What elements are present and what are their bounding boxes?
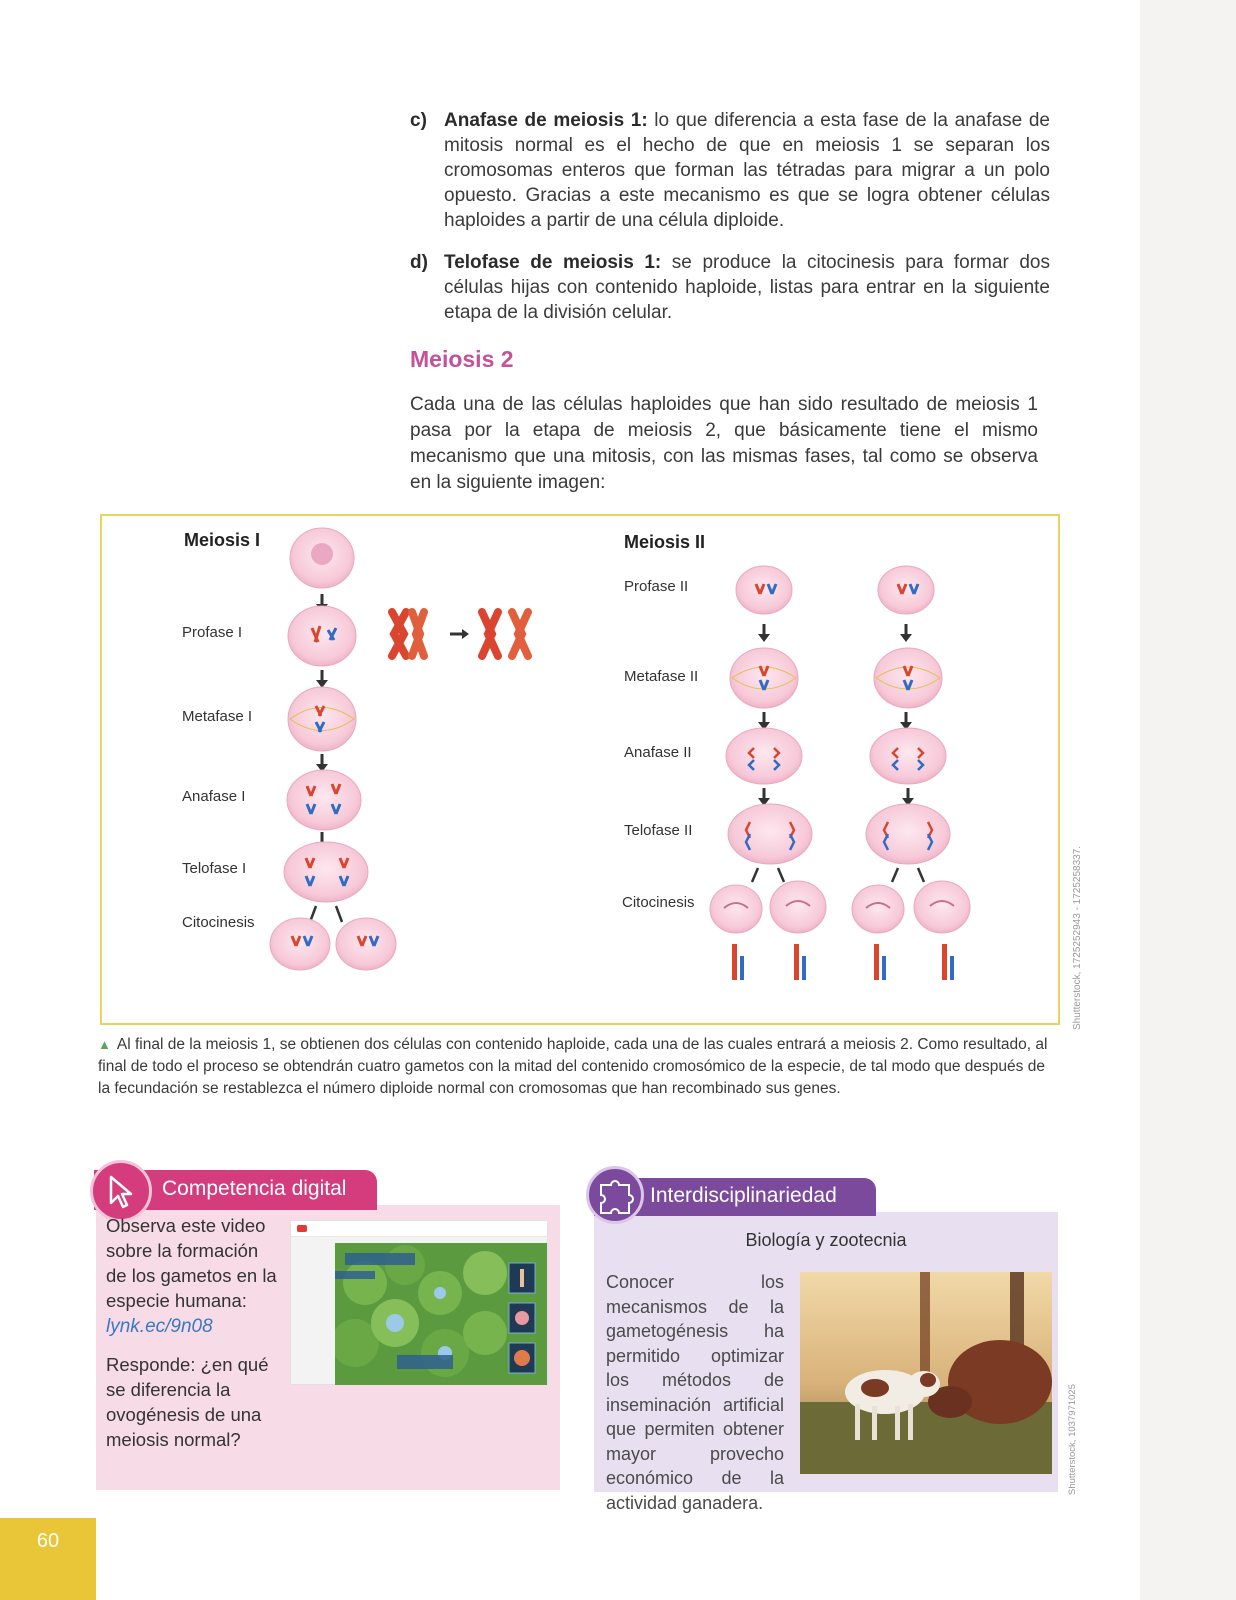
meiosis-figure — [100, 514, 1060, 1025]
gamete-chromosomes — [732, 944, 954, 980]
interdisciplinariedad-title: Interdisciplinariedad — [650, 1184, 837, 1207]
photo-credit: Shutterstock, 1037971025 — [1067, 1384, 1078, 1495]
interdisciplinariedad-subtitle: Biología y zootecnia — [745, 1230, 907, 1250]
video-screen — [335, 1243, 547, 1385]
stage-label: Metafase II — [624, 668, 699, 685]
page-number: 60 — [36, 1530, 60, 1552]
item-letter: d) — [410, 252, 428, 273]
list-item-c — [410, 108, 1050, 233]
triangle-icon: ▲ — [98, 1037, 111, 1052]
video-topbar — [291, 1221, 547, 1237]
figure-credit: Shutterstock, 1725252943 - 1725258337. — [1072, 845, 1083, 1030]
stage-label: Anafase II — [624, 744, 692, 761]
stage-label: Citocinesis — [182, 914, 255, 931]
item-body — [444, 108, 1050, 233]
item-body — [444, 250, 1050, 325]
interdisciplinariedad-text: Conocer los mecanismos de la gametogénesis ha permitido optimizar los métodos de inseminación artificial que permiten obtener mayor provecho económico de la actividad ganadera. — [606, 1272, 784, 1513]
competencia-text: Observa este video sobre la formación de los gametos en la especie humana: — [106, 1215, 277, 1311]
stage-label: Citocinesis — [622, 894, 695, 911]
competencia-title: Competencia digital — [162, 1177, 347, 1200]
question-label: Responde: — [106, 1354, 196, 1375]
stage-label: Profase II — [624, 578, 689, 595]
meiosis1-cells — [270, 528, 396, 970]
meiosis2-title: Meiosis II — [624, 532, 706, 552]
competencia-question — [106, 1352, 278, 1452]
section-heading: Meiosis 2 — [410, 346, 514, 372]
stage-label: Anafase I — [182, 788, 246, 805]
cattle-photo — [800, 1272, 1052, 1474]
interdisciplinariedad-tab — [594, 1178, 876, 1216]
puzzle-icon — [586, 1166, 644, 1224]
question-text: ¿en qué se diferencia la ovogénesis de una meiosis normal? — [106, 1354, 269, 1450]
section-intro: Cada una de las células haploides que han sido resultado de meiosis 1 pasa por la etapa de meiosis 2, que básicamente tiene el mismo mecanismo que una mitosis, con las mismas fases, tal como se observa en la siguiente imagen: — [410, 394, 1038, 493]
caption-text: Al final de la meiosis 1, se obtienen dos células con contenido haploide, cada una de las cuales entrará a meiosis 2. Como resultado, al final de todo el proceso se obtendrán cuatro gametos con la mitad del contenido cromosómico de la especie, de tal modo que después de la fecundación se restablezca el número diploide normal con cromosomas que han recombinado sus genes. — [98, 1036, 1048, 1097]
stage-label: Metafase I — [182, 708, 253, 725]
item-term: Anafase de meiosis 1: — [444, 110, 648, 131]
stage-label: Profase I — [182, 624, 243, 641]
crossover-chromosomes — [392, 612, 528, 656]
meiosis2-cells — [710, 566, 970, 933]
item-letter: c) — [410, 110, 427, 131]
list-item-d — [410, 250, 1050, 325]
figure-caption — [98, 1034, 1048, 1100]
video-link[interactable]: lynk.ec/9n08 — [106, 1316, 213, 1337]
stage-label: Telofase II — [624, 822, 693, 839]
item-text: se produce la citocinesis para formar dos células hijas con contenido haploide, listas para entrar en la siguiente etapa de la división celular. — [444, 252, 1050, 323]
meiosis1-title: Meiosis I — [184, 530, 261, 550]
meiosis-illustration — [102, 516, 1058, 1023]
item-term: Telofase de meiosis 1: — [444, 252, 662, 273]
competencia-tab — [94, 1170, 377, 1210]
play-icon — [297, 1225, 307, 1232]
video-thumbnail[interactable] — [290, 1220, 548, 1385]
item-text: lo que diferencia a esta fase de la anafase de mitosis normal es el hecho de que en meiosis 1 se separan los cromosomas enteros que forman las tétradas para migrar a un polo opuesto. Gracias a este mecanismo es que se logra obtener células haploides a partir de una célula diploide. — [444, 110, 1050, 231]
page-number-tab — [0, 1518, 96, 1600]
stage-label: Telofase I — [182, 860, 247, 877]
